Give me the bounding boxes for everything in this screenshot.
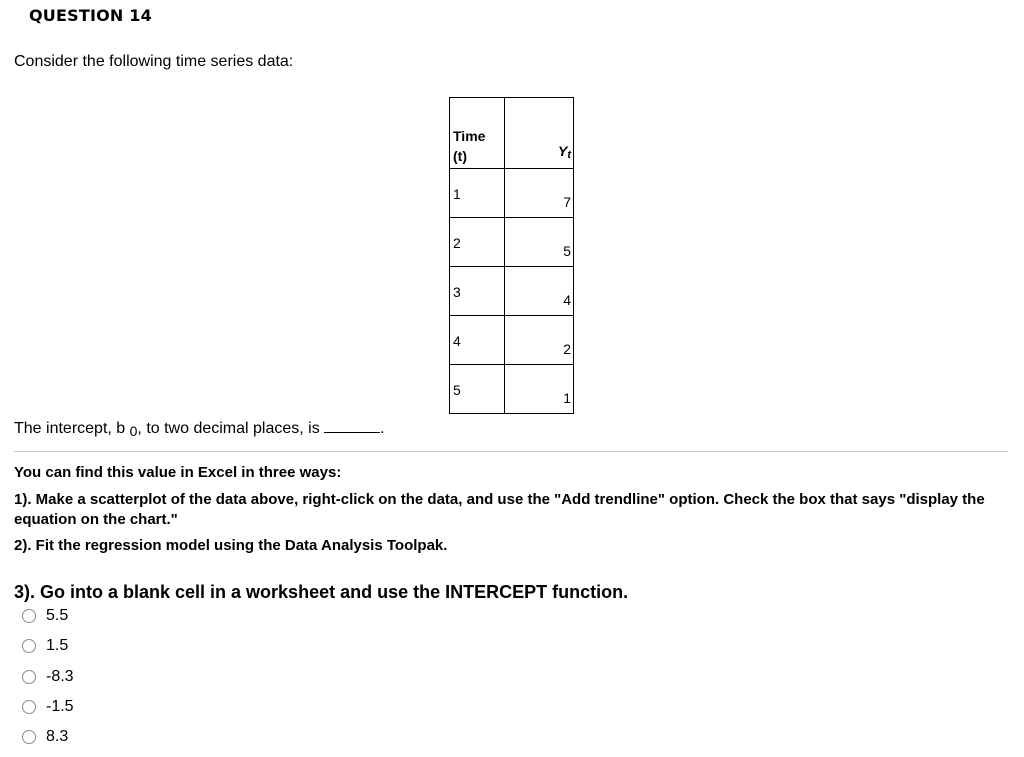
answer-blank	[324, 420, 380, 433]
time-cell	[450, 365, 505, 414]
radio-button[interactable]	[22, 639, 36, 653]
y-value: 4	[563, 292, 571, 308]
radio-button[interactable]	[22, 700, 36, 714]
intercept-end: .	[380, 420, 385, 437]
y-cell	[505, 365, 574, 414]
intercept-suffix: , to two decimal places, is	[137, 420, 320, 437]
time-cell	[450, 267, 505, 316]
y-value: 5	[563, 243, 571, 259]
table-row	[450, 169, 574, 218]
y-value: 7	[563, 194, 571, 210]
header-y-label: Y	[557, 143, 568, 159]
y-cell	[505, 267, 574, 316]
radio-button[interactable]	[22, 730, 36, 744]
y-value: 1	[563, 390, 571, 406]
answer-option-4[interactable]	[22, 696, 74, 718]
table-row	[450, 267, 574, 316]
header-y-cell	[505, 98, 574, 169]
option-label: 5.5	[46, 607, 69, 624]
y-cell	[505, 316, 574, 365]
time-value: 2	[453, 235, 461, 251]
time-series-table	[449, 97, 574, 414]
table-row	[450, 218, 574, 267]
intercept-subscript: 0	[129, 423, 138, 439]
instructions-title: You can find this value in Excel in three ways:	[14, 464, 342, 481]
time-cell	[450, 316, 505, 365]
header-time-unit: (t)	[453, 148, 467, 164]
header-time-cell	[450, 98, 505, 169]
option-label: -8.3	[46, 668, 74, 685]
instruction-step-2: 2). Fit the regression model using the Data Analysis Toolpak.	[14, 537, 448, 554]
instruction-step-3: 3). Go into a blank cell in a worksheet and use the INTERCEPT function.	[14, 582, 629, 602]
instruction-step-1: 1). Make a scatterplot of the data above, right-click on the data, and use the "Add trendline" option. Check the box that says "display the equation on the chart."	[14, 491, 985, 528]
table-header-row	[450, 98, 574, 169]
question-intro: Consider the following time series data:	[14, 53, 294, 70]
intercept-prefix: The intercept, b	[14, 420, 126, 437]
answer-option-2[interactable]	[22, 635, 68, 657]
answer-option-1[interactable]	[22, 605, 68, 627]
intercept-prompt	[14, 420, 385, 439]
option-label: -1.5	[46, 698, 74, 715]
time-cell	[450, 169, 505, 218]
table-row	[450, 365, 574, 414]
answer-option-5[interactable]	[22, 726, 68, 748]
section-divider	[14, 451, 1008, 452]
option-label: 1.5	[46, 637, 69, 654]
y-cell	[505, 218, 574, 267]
question-heading: QUESTION 14	[29, 6, 152, 25]
radio-button[interactable]	[22, 670, 36, 684]
header-y-subscript: t	[567, 149, 571, 161]
header-time-label: Time	[453, 128, 486, 144]
time-cell	[450, 218, 505, 267]
time-value: 1	[453, 186, 461, 202]
answer-option-3[interactable]	[22, 666, 74, 688]
table-row	[450, 316, 574, 365]
radio-button[interactable]	[22, 609, 36, 623]
option-label: 8.3	[46, 728, 69, 745]
y-value: 2	[563, 341, 571, 357]
y-cell	[505, 169, 574, 218]
time-value: 5	[453, 382, 461, 398]
time-value: 4	[453, 333, 461, 349]
time-value: 3	[453, 284, 461, 300]
